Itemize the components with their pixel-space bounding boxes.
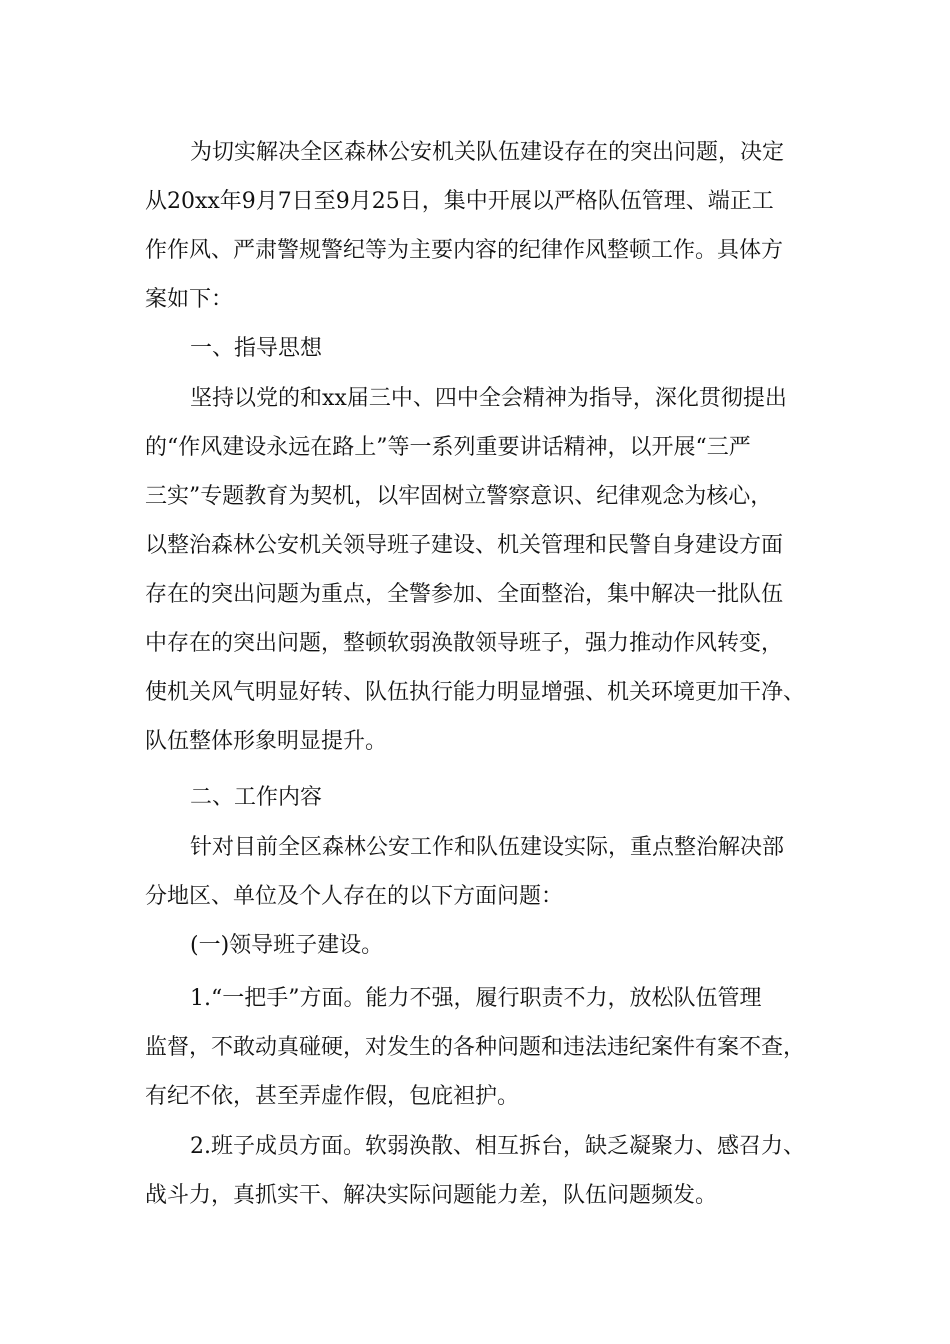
paragraph-work-line-2: 分地区、单位及个人存在的以下方面问题： [145,884,564,909]
paragraph-intro-line-2: 从20xx年9月7日至9月25日，集中开展以严格队伍管理、端正工 [145,189,774,214]
paragraph-intro-line-1: 为切实解决全区森林公安机关队伍建设存在的突出问题，决定 [190,140,785,165]
subheading-leadership: (一)领导班子建设。 [190,933,384,958]
paragraph-guiding-line-2: 的“作风建设永远在路上”等一系列重要讲话精神，以开展“三严 [145,435,751,460]
item-2-line-2: 战斗力，真抓实干、解决实际问题能力差，队伍问题频发。 [145,1183,718,1208]
item-1-line-3: 有纪不依，甚至弄虚作假，包庇袒护。 [145,1084,520,1109]
paragraph-intro-line-4: 案如下： [145,287,234,312]
section-heading-guiding-thought: 一、指导思想 [190,336,323,361]
paragraph-intro-line-3: 作作风、严肃警规警纪等为主要内容的纪律作风整顿工作。具体方 [145,238,784,263]
paragraph-guiding-line-4: 以整治森林公安机关领导班子建设、机关管理和民警自身建设方面 [145,533,784,558]
item-1-line-1: 1.“一把手”方面。能力不强，履行职责不力，放松队伍管理 [190,986,762,1011]
section-heading-work-content: 二、工作内容 [190,785,323,810]
paragraph-work-line-1: 针对目前全区森林公安工作和队伍建设实际，重点整治解决部 [190,835,785,860]
paragraph-guiding-line-1: 坚持以党的和xx届三中、四中全会精神为指导，深化贯彻提出 [190,386,787,411]
paragraph-guiding-line-8: 队伍整体形象明显提升。 [145,729,388,754]
paragraph-guiding-line-7: 使机关风气明显好转、队伍执行能力明显增强、机关环境更加干净、 [145,680,806,705]
item-2-line-1: 2.班子成员方面。软弱涣散、相互拆台，缺乏凝聚力、感召力、 [190,1134,805,1159]
paragraph-guiding-line-3: 三实”专题教育为契机，以牢固树立警察意识、纪律观念为核心， [145,484,773,509]
paragraph-guiding-line-6: 中存在的突出问题，整顿软弱涣散领导班子，强力推动作风转变， [145,631,784,656]
item-1-line-2: 监督，不敢动真碰硬，对发生的各种问题和违法违纪案件有案不查， [145,1035,806,1060]
paragraph-guiding-line-5: 存在的突出问题为重点，全警参加、全面整治，集中解决一批队伍 [145,582,784,607]
